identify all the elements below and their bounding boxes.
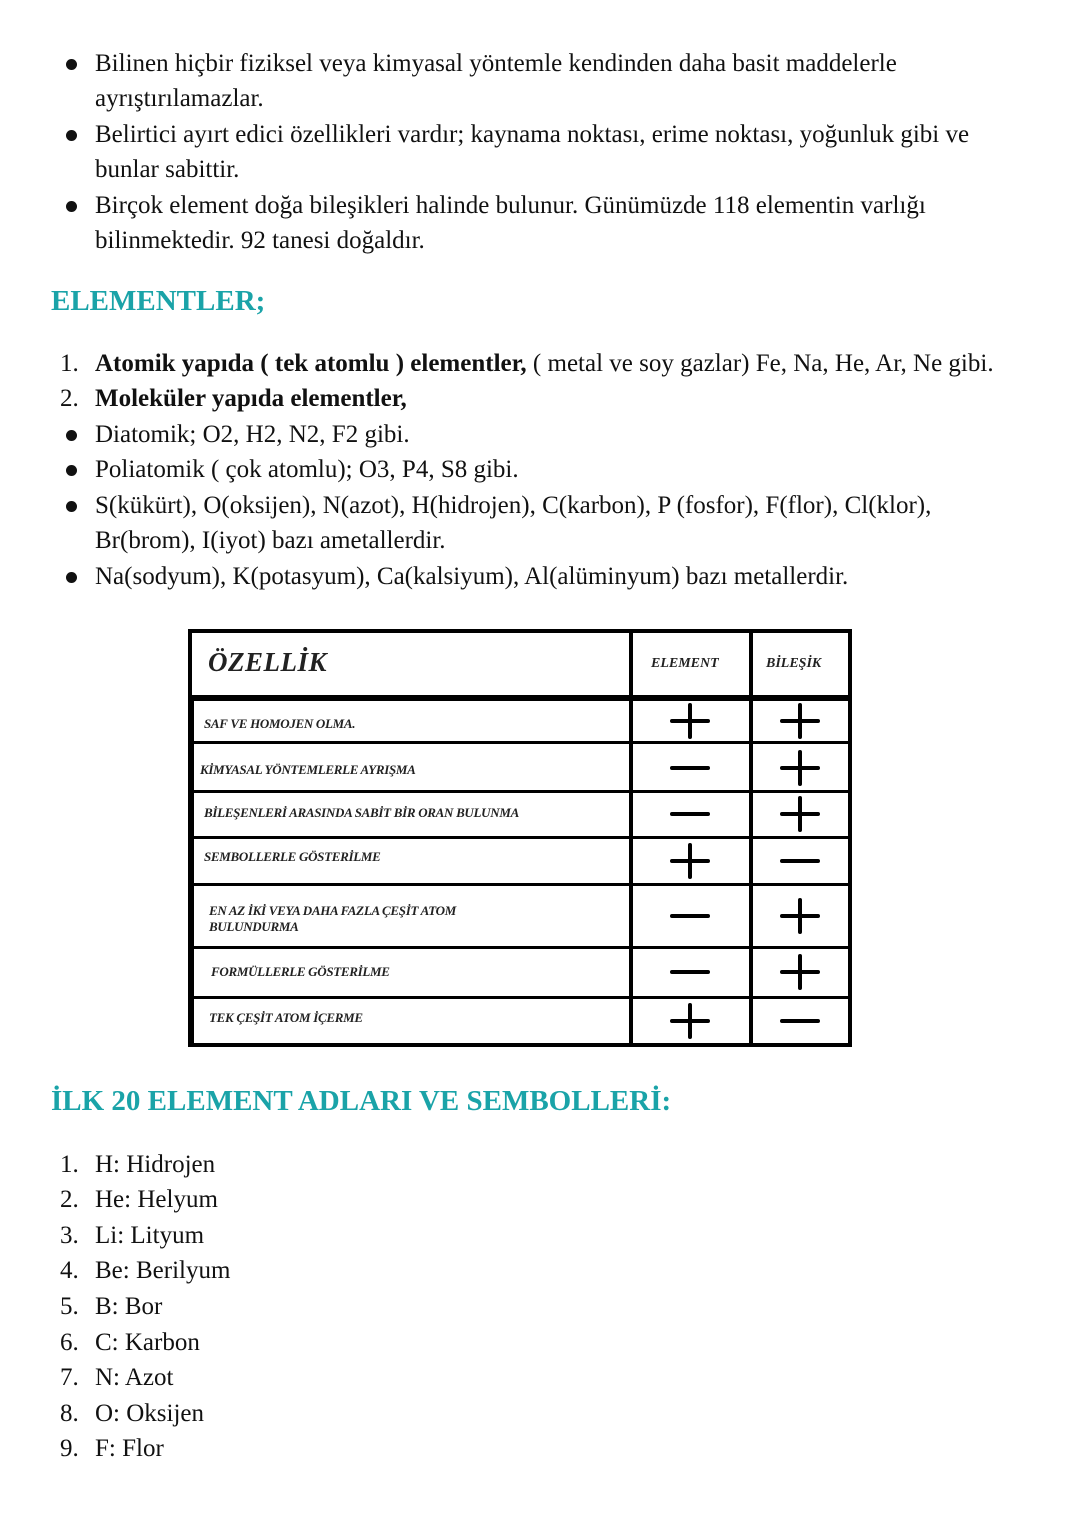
list-item-bold: Moleküler yapıda elementler, xyxy=(95,385,407,412)
compound-plus-mark xyxy=(770,794,830,834)
bullet-dot xyxy=(66,501,77,512)
row-separator xyxy=(188,836,852,839)
bullet-dot xyxy=(66,201,77,212)
list-number: 1. xyxy=(60,1151,79,1178)
row-label: BULUNDURMA xyxy=(209,919,299,934)
list-number: 6. xyxy=(60,1329,79,1356)
row-label: SAF VE HOMOJEN OLMA. xyxy=(204,716,356,731)
element-compound-table xyxy=(188,629,852,1047)
list-item xyxy=(95,381,407,416)
element-minus-mark xyxy=(660,896,720,936)
row-separator xyxy=(188,946,852,949)
element-list-item: Be: Berilyum xyxy=(95,1257,231,1284)
bullet-text: Bilinen hiçbir fiziksel veya kimyasal yöntemle kendinden daha basit maddelerle xyxy=(95,50,897,77)
bullet-dot xyxy=(66,430,77,441)
bullet-text: Birçok element doğa bileşikleri halinde bulunur. Günümüzde 118 elementin varlığı xyxy=(95,192,926,219)
bullet-dot xyxy=(66,572,77,583)
element-minus-mark xyxy=(660,794,720,834)
element-plus-mark xyxy=(660,1001,720,1041)
section-heading-elements: ELEMENTLER; xyxy=(51,285,266,317)
compound-plus-mark xyxy=(770,952,830,992)
row-separator xyxy=(188,790,852,793)
row-separator xyxy=(188,996,852,999)
element-list-item: F: Flor xyxy=(95,1435,164,1462)
compound-plus-mark xyxy=(770,896,830,936)
element-list-item: C: Karbon xyxy=(95,1329,200,1356)
row-label: TEK ÇEŞİT ATOM İÇERME xyxy=(209,1010,363,1025)
compound-minus-mark xyxy=(770,1001,830,1041)
list-item xyxy=(95,346,994,381)
element-plus-mark xyxy=(660,841,720,881)
bullet-text: Belirtici ayırt edici özellikleri vardır; kaynama noktası, erime noktası, yoğunluk gibi ve xyxy=(95,121,970,148)
bullet-text: Diatomik; O2, H2, N2, F2 gibi. xyxy=(95,421,410,448)
element-list-item: Li: Lityum xyxy=(95,1222,205,1249)
element-minus-mark xyxy=(660,748,720,788)
bullet-text: ayrıştırılamazlar. xyxy=(95,85,264,112)
list-number: 5. xyxy=(60,1293,79,1320)
bullet-dot xyxy=(66,465,77,476)
list-number: 4. xyxy=(60,1257,79,1284)
bullet-text: Na(sodyum), K(potasyum), Ca(kalsiyum), Al(alüminyum) bazı metallerdir. xyxy=(95,563,849,590)
bullet-text: Br(brom), I(iyot) bazı ametallerdir. xyxy=(95,527,446,554)
row-label: EN AZ İKİ VEYA DAHA FAZLA ÇEŞİT ATOM xyxy=(209,903,457,918)
table-inner-border xyxy=(192,699,194,1043)
header-element: ELEMENT xyxy=(651,656,719,671)
list-number: 7. xyxy=(60,1364,79,1391)
list-number: 2. xyxy=(60,1186,79,1213)
element-list-item: He: Helyum xyxy=(95,1186,218,1213)
bullet-text: bilinmektedir. 92 tanesi doğaldır. xyxy=(95,227,425,254)
row-label: FORMÜLLERLE GÖSTERİLME xyxy=(211,964,390,979)
element-list-item: O: Oksijen xyxy=(95,1400,205,1427)
bullet-text: bunlar sabittir. xyxy=(95,156,240,183)
compound-minus-mark xyxy=(770,841,830,881)
list-number: 1. xyxy=(60,350,79,377)
header-separator xyxy=(188,695,852,701)
compound-plus-mark xyxy=(770,701,830,741)
element-minus-mark xyxy=(660,952,720,992)
header-compound: BİLEŞİK xyxy=(766,656,822,671)
compound-plus-mark xyxy=(770,748,830,788)
section-heading-first-20: İLK 20 ELEMENT ADLARI VE SEMBOLLERİ: xyxy=(51,1085,672,1117)
list-item-rest: ( metal ve soy gazlar) Fe, Na, He, Ar, Ne gibi. xyxy=(526,350,994,377)
row-label: KİMYASAL YÖNTEMLERLE AYRIŞMA xyxy=(200,762,416,777)
list-number: 2. xyxy=(60,385,79,412)
bullet-dot xyxy=(66,59,77,70)
bullet-dot xyxy=(66,130,77,141)
row-separator xyxy=(188,883,852,886)
row-label: BİLEŞENLERİ ARASINDA SABİT BİR ORAN BULUNMA xyxy=(204,805,519,820)
list-item-bold: Atomik yapıda ( tek atomlu ) elementler, xyxy=(95,350,527,377)
element-plus-mark xyxy=(660,701,720,741)
bullet-text: Poliatomik ( çok atomlu); O3, P4, S8 gibi. xyxy=(95,456,519,483)
element-list-item: B: Bor xyxy=(95,1293,163,1320)
list-number: 3. xyxy=(60,1222,79,1249)
bullet-text: S(kükürt), O(oksijen), N(azot), H(hidrojen), C(karbon), P (fosfor), F(flor), Cl(klor), xyxy=(95,492,932,519)
row-label: SEMBOLLERLE GÖSTERİLME xyxy=(204,849,381,864)
element-list-item: H: Hidrojen xyxy=(95,1151,216,1178)
element-list-item: N: Azot xyxy=(95,1364,174,1391)
list-number: 9. xyxy=(60,1435,79,1462)
row-separator xyxy=(188,741,852,744)
header-property: ÖZELLİK xyxy=(208,647,328,677)
list-number: 8. xyxy=(60,1400,79,1427)
